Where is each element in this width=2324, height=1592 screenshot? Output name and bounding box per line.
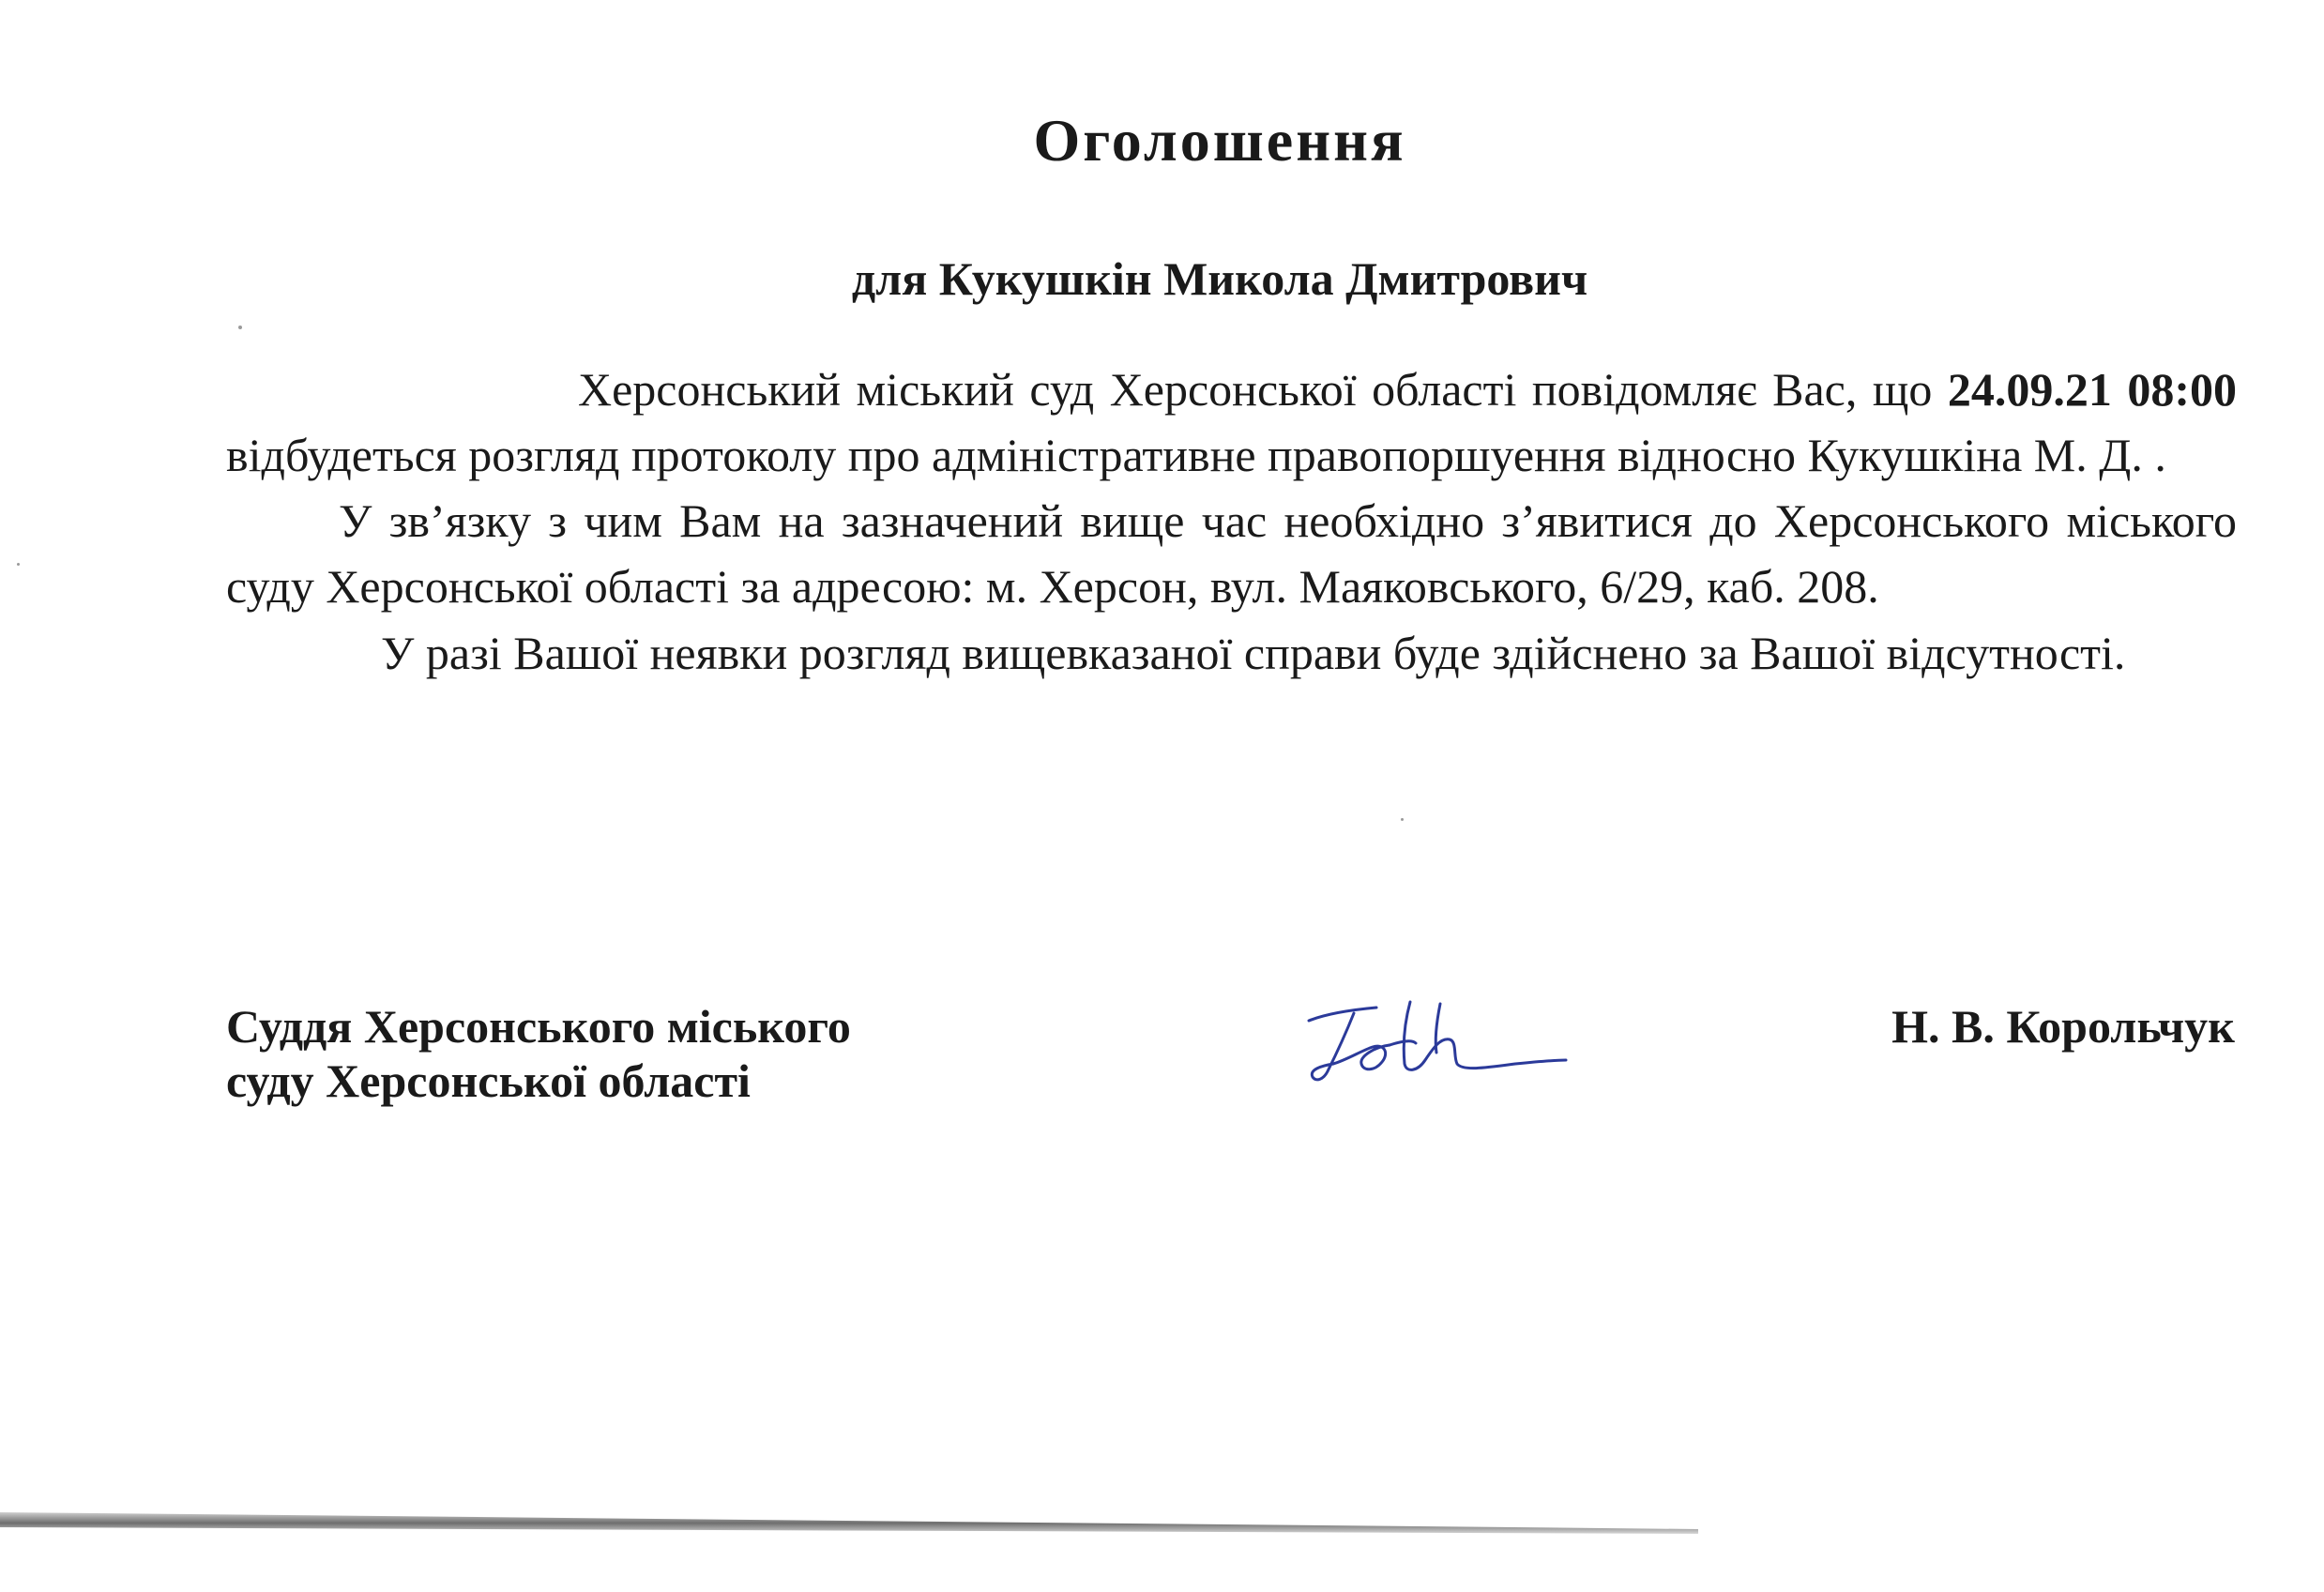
paragraph-hearing-lead: Херсонський міський суд Херсонської області повідомляє Вас, що	[578, 363, 1948, 416]
paragraph-absence-warning: У разі Вашої неявки розгляд вищевказаної справи буде здійснено за Вашої відсутності.	[381, 627, 2126, 679]
scan-speck	[17, 563, 20, 566]
scan-speck	[1401, 818, 1404, 821]
signatory-position-line-2: суду Херсонської області	[226, 1054, 751, 1107]
hearing-datetime: 24.09.21 08:00	[1947, 363, 2238, 416]
scan-speck	[238, 326, 242, 329]
document-title: Оголошення	[1033, 107, 1406, 174]
scan-edge-shadow-icon	[0, 1509, 1698, 1537]
addressee-line: для Кукушкін Микола Дмитрович	[851, 252, 1588, 305]
signatory-position	[226, 999, 851, 1108]
announcement-body	[226, 356, 2237, 687]
signatory-name: Н. В. Корольчук	[1891, 1000, 2235, 1053]
signatory-position-line-1: Суддя Херсонського міського	[226, 1000, 851, 1053]
paragraph-appearance-address: У зв’язку з чим Вам на зазначений вище час необхідно з’явитися до Херсонського міського суду Херсонської області за адресою: м. Херсон, вул. Маяковського, 6/29, каб. 208.	[226, 494, 2237, 613]
paragraph-hearing-notice	[226, 356, 2237, 488]
paragraph-hearing-rest: відбудеться розгляд протоколу про адміністративне правопоршуення відносно Кукушкіна М. Д. .	[226, 429, 2166, 481]
handwritten-signature-icon	[1299, 985, 1572, 1098]
